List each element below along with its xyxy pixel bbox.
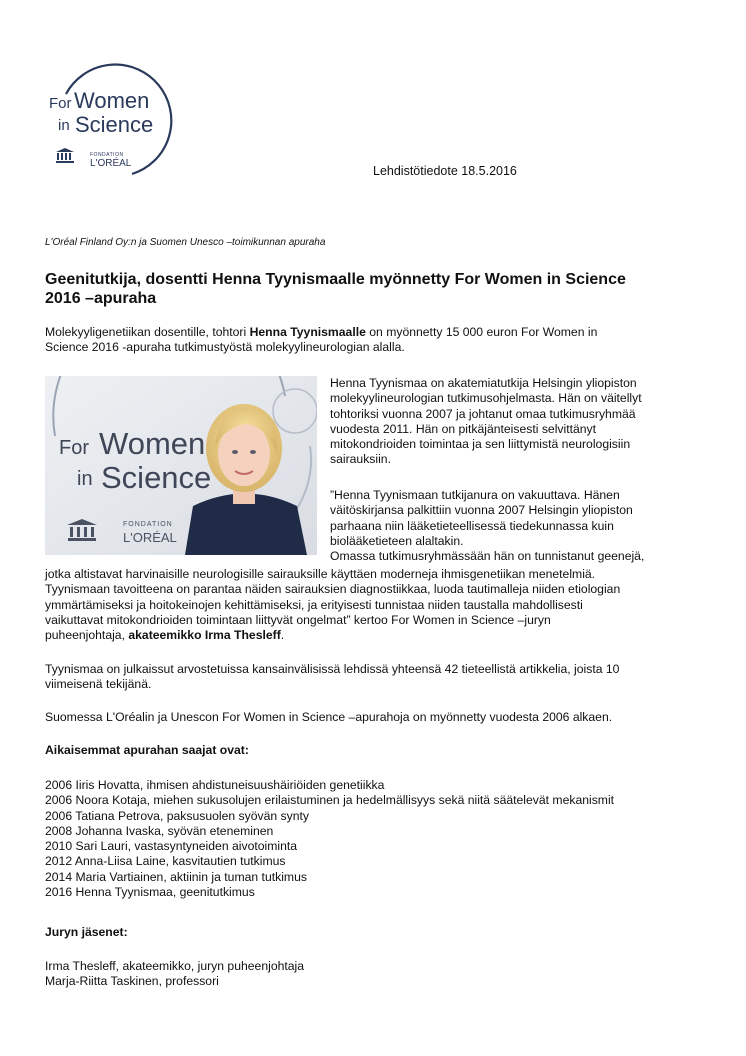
photo-loreal: L'ORÉAL — [123, 530, 177, 545]
previous-recipients-heading: Aikaisemmat apurahan saajat ovat: — [45, 743, 249, 757]
unesco-temple-icon — [55, 147, 75, 163]
intro-name: Henna Tyynismaalle — [249, 325, 366, 339]
headline-line-2: 2016 –apuraha — [45, 290, 157, 307]
bio-line: tohtoriksi vuonna 2007 ja johtanut omaa tutkimusryhmää — [330, 406, 636, 421]
quote-attribution-name: akateemikko Irma Thesleff — [128, 628, 281, 643]
publications-line: Tyynismaa on julkaissut arvostetuissa kansainvälisissä lehdissä yhteensä 42 tieteellistä artikkelia, joista 10 — [45, 662, 620, 676]
headline — [45, 270, 705, 308]
list-item: 2006 Tatiana Petrova, paksusuolen syövän synty — [45, 808, 310, 823]
list-item: 2012 Anna-Liisa Laine, kasvitautien tutkimus — [45, 854, 286, 869]
bio-line: sairauksiin. — [330, 452, 391, 467]
quote-attribution-pre: puheenjohtaja, — [45, 628, 129, 643]
quote-line: ymmärtämiseksi ja hoitokeinojen kehittämiseksi, ja erityisesti tunnistaa niiden taustalla mahdollisesti — [45, 597, 583, 612]
history-line: Suomessa L'Oréalin ja Unescon For Women in Science –apurahoja on myönnetty vuodesta 2006 alkaen. — [45, 710, 613, 724]
quote-line: väitöskirjansa palkittiin vuonna 2007 Helsingin yliopiston — [330, 503, 633, 518]
logo-in: in — [58, 117, 70, 134]
list-item: 2014 Maria Vartiainen, aktiinin ja tuman tutkimus — [45, 869, 307, 884]
bio-paragraph — [330, 376, 710, 468]
quote-paragraph-wide — [45, 567, 710, 643]
logo-for: For — [49, 95, 72, 112]
quote-line: parhaana niin lääketieteellisessä tiedekunnassa kuin — [330, 518, 614, 533]
photo-in: in — [77, 468, 93, 490]
list-item: Irma Thesleff, akateemikko, juryn puheenjohtaja — [45, 959, 305, 973]
photo-women: Women — [99, 426, 206, 461]
list-item: 2010 Sari Lauri, vastasyntyneiden aivotoiminta — [45, 839, 298, 854]
bio-line: mitokondrioiden toimintaa ja sen liittymistä neurologisiin — [330, 437, 631, 452]
portrait-photo — [45, 376, 317, 555]
list-item: 2006 Noora Kotaja, miehen sukusolujen erilaistuminen ja hedelmällisyys sekä niitä säätelevät mekanismit — [45, 793, 615, 808]
list-item: 2016 Henna Tyynismaa, geenitutkimus — [45, 885, 255, 900]
jury-list — [45, 959, 304, 990]
quote-line: biolääketieteen alaltakin. — [330, 533, 464, 548]
previous-recipients-list — [45, 778, 614, 900]
list-item: 2008 Johanna Ivaska, syövän eteneminen — [45, 823, 274, 838]
publications-line: viimeisenä tekijänä. — [45, 677, 152, 692]
quote-line: Omassa tutkimusryhmässään hän on tunnistanut geenejä, — [330, 549, 645, 564]
logo-foundation: FONDATION — [90, 152, 124, 158]
press-release-date: Lehdistötiedote 18.5.2016 — [373, 164, 517, 178]
intro-paragraph — [45, 325, 597, 356]
subtitle: L'Oréal Finland Oy:n ja Suomen Unesco –toimikunnan apuraha — [45, 237, 326, 248]
bio-line: molekyylineurologian tutkimusohjelmasta. Hän on väitellyt — [330, 391, 642, 406]
jury-heading: Juryn jäsenet: — [45, 925, 128, 939]
logo-women: Women — [74, 88, 150, 113]
logo-science: Science — [75, 112, 154, 137]
quote-line: Tyynismaan tavoitteena on parantaa näiden sairauksien diagnostiikkaa, luoda tautimalleja niiden etiologian — [45, 582, 621, 597]
list-item: 2006 Iiris Hovatta, ihmisen ahdistuneisuushäiriöiden genetiikka — [45, 778, 385, 792]
headline-line-1: Geenitutkija, dosentti Henna Tyynismaalle myönnetty For Women in Science — [45, 271, 626, 288]
photo-for: For — [59, 437, 89, 459]
quote-line: vaikuttavat mitokondrioiden toimintaan liittyvät ongelmat” kertoo For Women in Science –juryn — [45, 612, 551, 627]
bio-line: vuodesta 2011. Hän on pitkäjänteisesti selvittänyt — [330, 421, 597, 436]
quote-attribution-post: . — [280, 628, 285, 643]
quote-line: ”Henna Tyynismaan tutkijanura on vakuuttava. Hänen — [330, 488, 620, 502]
logo-loreal: L'ORÉAL — [90, 158, 132, 169]
publications-paragraph — [45, 662, 710, 693]
bio-line: Henna Tyynismaa on akatemiatutkija Helsingin yliopiston — [330, 376, 637, 390]
intro-pre: Molekyyligenetiikan dosentille, tohtori — [45, 325, 250, 339]
quote-paragraph-column — [330, 488, 710, 564]
for-women-in-science-logo — [44, 56, 174, 186]
intro-line-2: Science 2016 -apuraha tutkimustyöstä molekyylineurologian alalla. — [45, 340, 405, 355]
quote-line: jotka altistavat harvinaisille neurologisille sairauksille käyttäen moderneja ihmisgenetiikan menetelmiä. — [45, 567, 596, 581]
photo-foundation: FONDATION — [123, 521, 173, 528]
history-paragraph — [45, 710, 710, 725]
list-item: Marja-Riitta Taskinen, professori — [45, 974, 219, 989]
photo-science: Science — [101, 460, 212, 495]
intro-post: on myönnetty 15 000 euron For Women in — [365, 325, 598, 339]
